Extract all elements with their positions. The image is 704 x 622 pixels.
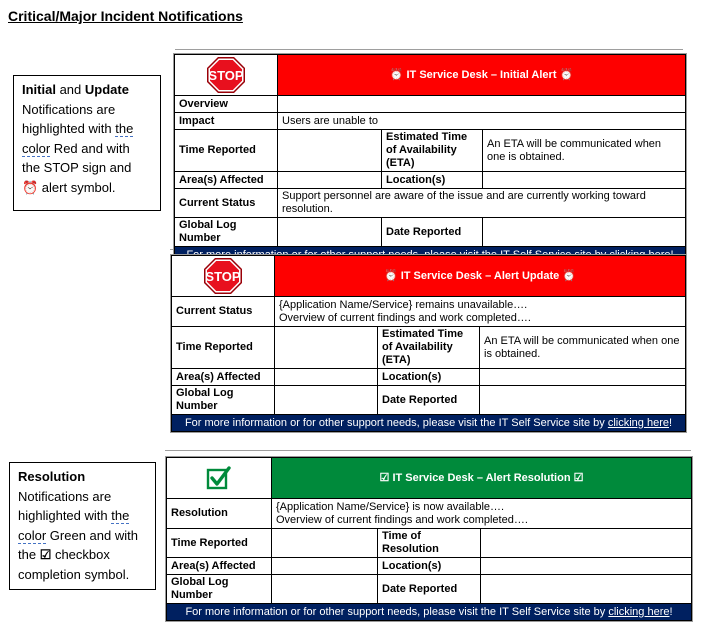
callout-line-6: completion symbol. xyxy=(18,566,130,582)
areas-affected-label: Area(s) Affected xyxy=(167,558,272,575)
callout-initial-update xyxy=(13,75,161,211)
locations-value xyxy=(480,369,686,386)
alert-resolution-card xyxy=(165,456,693,622)
global-log-label: Global Log Number xyxy=(172,386,275,415)
checkbox-icon: ☑ xyxy=(39,547,52,562)
eta-label: Estimated Time of Availability (ETA) xyxy=(378,327,480,369)
date-reported-value xyxy=(481,575,692,604)
date-reported-value xyxy=(483,218,686,247)
separator xyxy=(165,450,691,451)
callout-line-1: Initial and Update xyxy=(22,82,129,97)
time-of-resolution-label: Time of Resolution xyxy=(378,529,481,558)
current-status-value: {Application Name/Service} remains unavailable…. Overview of current findings and work completed…. xyxy=(275,297,686,327)
areas-affected-value xyxy=(278,172,382,189)
checkmark-cell xyxy=(167,458,272,499)
global-log-label: Global Log Number xyxy=(175,218,278,247)
locations-value xyxy=(481,558,692,575)
areas-affected-label: Area(s) Affected xyxy=(172,369,275,386)
eta-label: Estimated Time of Availability (ETA) xyxy=(382,130,483,172)
areas-affected-value xyxy=(275,369,378,386)
time-reported-value xyxy=(278,130,382,172)
callout-line-3: highlighted with the xyxy=(18,508,130,523)
footer-bar: For more information or for other support needs, please visit the IT Self Service site by clicking here! xyxy=(167,604,692,621)
impact-label: Impact xyxy=(175,113,278,130)
clicking-here-link[interactable]: clicking here xyxy=(608,605,670,618)
current-status-label: Current Status xyxy=(175,189,278,218)
date-reported-value xyxy=(480,386,686,415)
resolution-value: {Application Name/Service} is now available…. Overview of current findings and work completed…. xyxy=(272,499,692,529)
stop-sign-cell xyxy=(175,55,278,96)
alert-resolution-header: ☑ IT Service Desk – Alert Resolution ☑ xyxy=(272,458,692,499)
locations-value xyxy=(483,172,686,189)
stop-sign-text: STOP xyxy=(208,68,244,83)
locations-label: Location(s) xyxy=(382,172,483,189)
overview-value xyxy=(278,96,686,113)
date-reported-label: Date Reported xyxy=(382,218,483,247)
time-reported-label: Time Reported xyxy=(172,327,275,369)
alert-update-card xyxy=(170,254,687,433)
callout-line-5: the ☑ checkbox xyxy=(18,547,110,562)
alarm-icon: ⏰ xyxy=(22,179,39,195)
time-reported-value xyxy=(275,327,378,369)
callout-line-4: color Red and with xyxy=(22,140,130,156)
initial-alert-card xyxy=(173,53,687,265)
locations-label: Location(s) xyxy=(378,558,481,575)
eta-value: An ETA will be communicated when one is obtained. xyxy=(480,327,686,369)
callout-line-4: color Green and with xyxy=(18,527,138,543)
global-log-label: Global Log Number xyxy=(167,575,272,604)
time-reported-value xyxy=(272,529,378,558)
current-status-label: Current Status xyxy=(172,297,275,327)
callout-line-6: ⏰ alert symbol. xyxy=(22,179,116,195)
callout-resolution xyxy=(9,462,156,590)
areas-affected-label: Area(s) Affected xyxy=(175,172,278,189)
global-log-value xyxy=(278,218,382,247)
clicking-here-link[interactable]: clicking here xyxy=(607,416,669,429)
separator xyxy=(175,49,683,50)
checkmark-box-icon xyxy=(206,466,232,490)
time-reported-label: Time Reported xyxy=(175,130,278,172)
footer-bar: For more information or for other support needs, please visit the IT Self Service site by clicking here! xyxy=(172,415,686,432)
initial-alert-header: ⏰ IT Service Desk – Initial Alert ⏰ xyxy=(278,55,686,96)
time-reported-label: Time Reported xyxy=(167,529,272,558)
date-reported-label: Date Reported xyxy=(378,575,481,604)
stop-sign-text: STOP xyxy=(205,269,241,284)
stop-sign-icon xyxy=(203,257,243,295)
alert-update-table xyxy=(171,255,686,432)
callout-heading: Resolution xyxy=(18,469,86,484)
date-reported-label: Date Reported xyxy=(378,386,480,415)
overview-label: Overview xyxy=(175,96,278,113)
alert-resolution-table xyxy=(166,457,692,621)
time-of-resolution-value xyxy=(481,529,692,558)
stop-sign-cell xyxy=(172,256,275,297)
global-log-value xyxy=(272,575,378,604)
callout-line-2: Notifications are xyxy=(22,101,116,117)
callout-line-3: highlighted with the xyxy=(22,121,134,136)
locations-label: Location(s) xyxy=(378,369,480,386)
global-log-value xyxy=(275,386,378,415)
callout-line-5: the STOP sign and xyxy=(22,160,132,175)
eta-value: An ETA will be communicated when one is obtained. xyxy=(483,130,686,172)
alert-update-header: ⏰ IT Service Desk – Alert Update ⏰ xyxy=(275,256,686,297)
impact-value: Users are unable to xyxy=(278,113,686,130)
resolution-label: Resolution xyxy=(167,499,272,529)
areas-affected-value xyxy=(272,558,378,575)
current-status-value: Support personnel are aware of the issue and are currently working toward resolution. xyxy=(278,189,686,218)
page-title: Critical/Major Incident Notifications xyxy=(8,8,243,24)
initial-alert-table xyxy=(174,54,686,264)
callout-line-2: Notifications are xyxy=(18,488,112,504)
stop-sign-icon xyxy=(206,56,246,94)
